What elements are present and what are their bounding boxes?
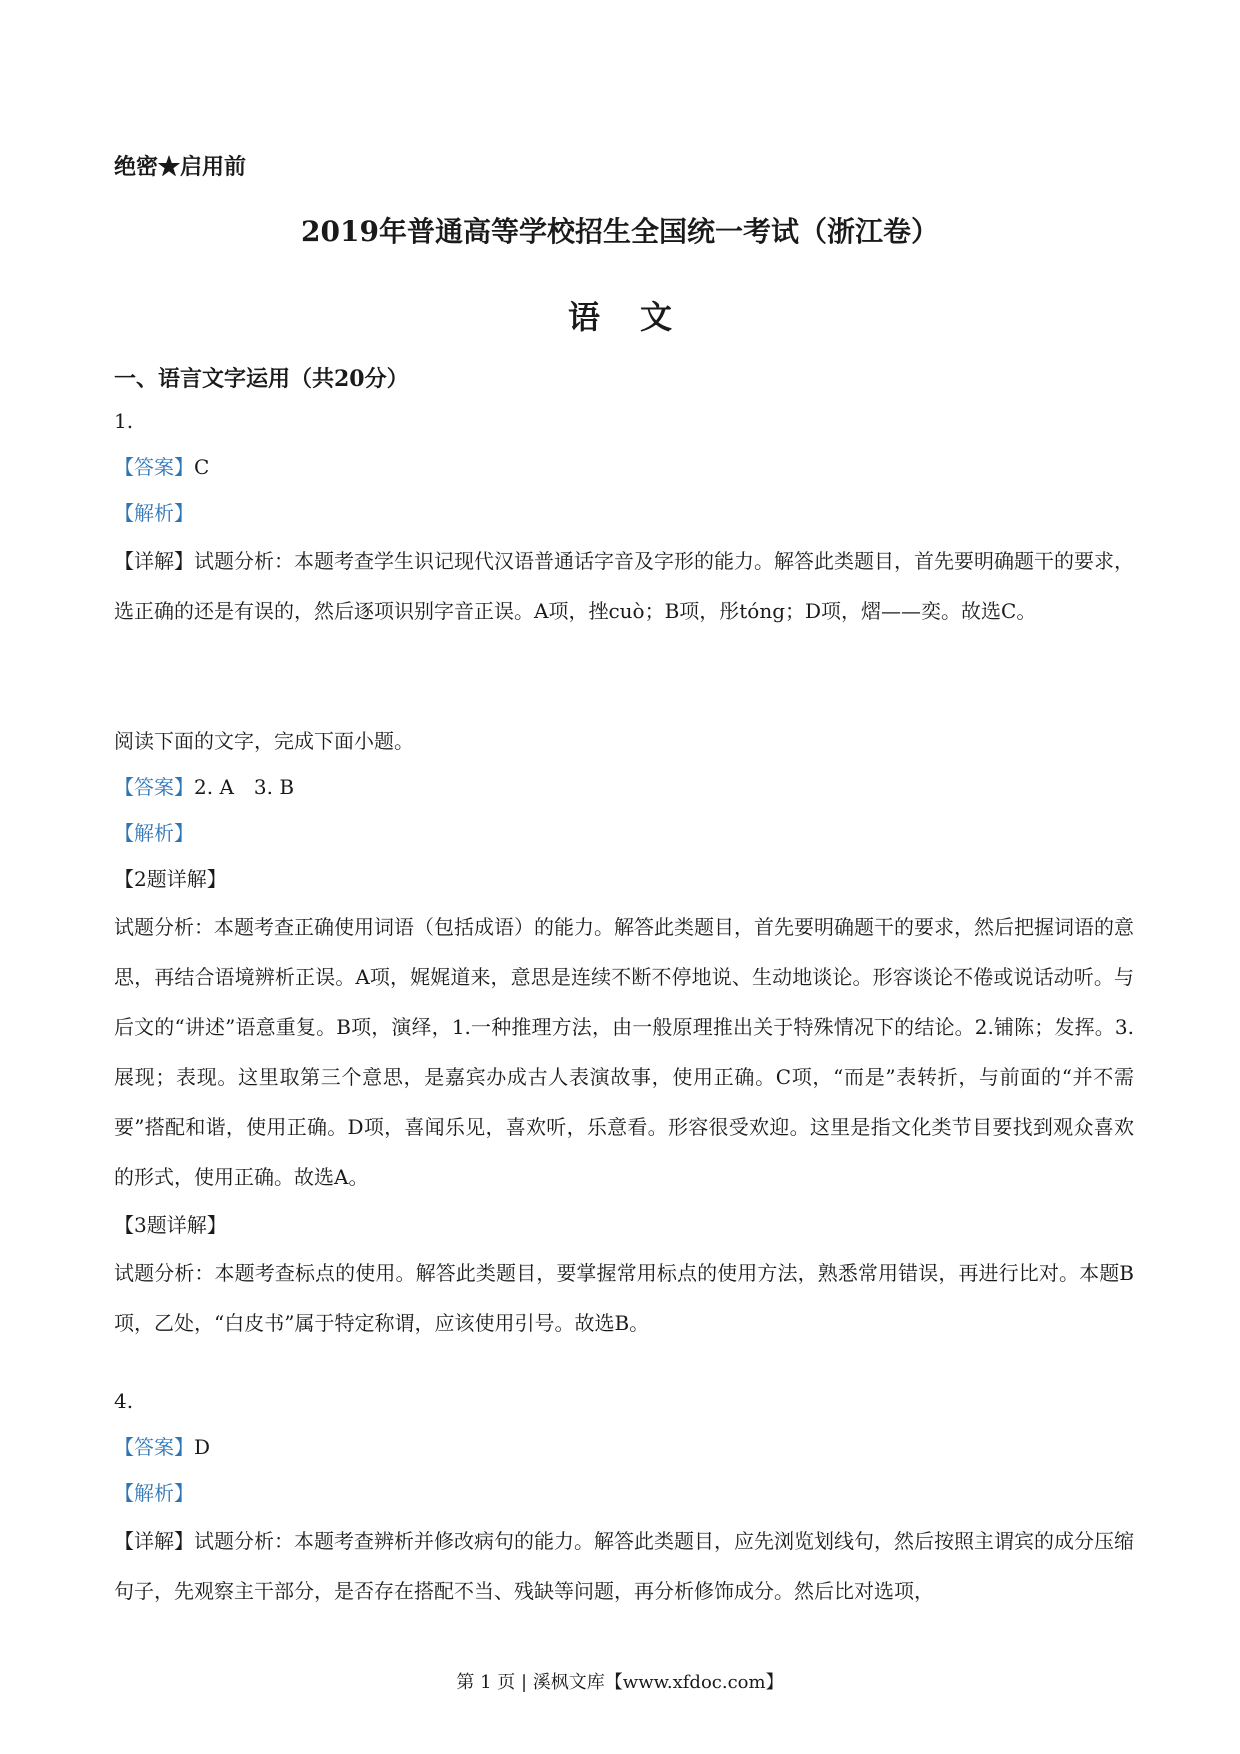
question-2-3-block (114, 718, 1134, 1348)
detail-text: 试题分析：本题考查学生识记现代汉语普通话字音及字形的能力。解答此类题目，首先要明确题干的要求，选正确的还是有误的，然后逐项识别字音正误。A项，挫cuò；B项，彤tóng；D项，熠——奕。故选C。 (114, 549, 1134, 623)
answer-line (114, 444, 1134, 490)
answer-value: D (194, 1435, 211, 1459)
detail-paragraph (114, 1516, 1134, 1616)
q3-detail-paragraph: 试题分析：本题考查标点的使用。解答此类题目，要掌握常用标点的使用方法，熟悉常用错误，再进行比对。本题B项，乙处，“白皮书”属于特定称谓，应该使用引号。故选B。 (114, 1261, 1134, 1335)
answer-line (114, 764, 1134, 810)
answer-line (114, 1424, 1134, 1470)
analysis-tag: 【解析】 (114, 501, 194, 525)
answer-tag: 【答案】 (114, 775, 194, 799)
analysis-line (114, 490, 1134, 536)
detail-tag: 【详解】 (114, 1529, 194, 1553)
reading-intro: 阅读下面的文字，完成下面小题。 (114, 729, 414, 753)
detail-paragraph (114, 536, 1134, 636)
question-1-block (114, 398, 1134, 636)
question-number: 1. (114, 409, 134, 433)
q3-detail-tag: 【3题详解】 (114, 1213, 227, 1237)
analysis-tag: 【解析】 (114, 821, 194, 845)
question-4-block (114, 1378, 1134, 1616)
q2-detail-paragraph: 试题分析：本题考查正确使用词语（包括成语）的能力。解答此类题目，首先要明确题干的要求，然后把握词语的意思，再结合语境辨析正误。A项，娓娓道来，意思是连续不断不停地说、生动地谈论。形容谈论不倦或说话动听。与后文的“讲述”语意重复。B项，演绎，1.一种推理方法，由一般原理推出关于特殊情况下的结论。2.铺陈；发挥。3.展现；表现。这里取第三个意思，是嘉宾办成古人表演故事，使用正确。C项，“而是”表转折，与前面的“并不需要”搭配和谐，使用正确。D项，喜闻乐见，喜欢听，乐意看。形容很受欢迎。这里是指文化类节目要找到观众喜欢的形式，使用正确。故选A。 (114, 915, 1134, 1189)
answer-tag: 【答案】 (114, 1435, 194, 1459)
subject-title: 语文 (567, 298, 712, 336)
exam-title: 2019年普通高等学校招生全国统一考试（浙江卷） (301, 215, 939, 248)
confidential-label: 绝密★启用前 (114, 154, 247, 180)
question-number: 4. (114, 1389, 134, 1413)
analysis-line (114, 1470, 1134, 1516)
analysis-line (114, 810, 1134, 856)
answer-tag: 【答案】 (114, 455, 194, 479)
answer-value: C (194, 455, 210, 479)
section-heading: 一、语言文字运用（共20分） (114, 366, 409, 392)
detail-text: 试题分析：本题考查辨析并修改病句的能力。解答此类题目，应先浏览划线句，然后按照主谓宾的成分压缩句子，先观察主干部分，是否存在搭配不当、残缺等问题，再分析修饰成分。然后比对选项， (114, 1529, 1134, 1603)
answer-value: 2. A 3. B (194, 775, 295, 799)
page-footer: 第 1 页 | 溪枫文库【www.xfdoc.com】 (456, 1672, 784, 1693)
q2-detail-tag: 【2题详解】 (114, 867, 227, 891)
detail-tag: 【详解】 (114, 549, 194, 573)
analysis-tag: 【解析】 (114, 1481, 194, 1505)
